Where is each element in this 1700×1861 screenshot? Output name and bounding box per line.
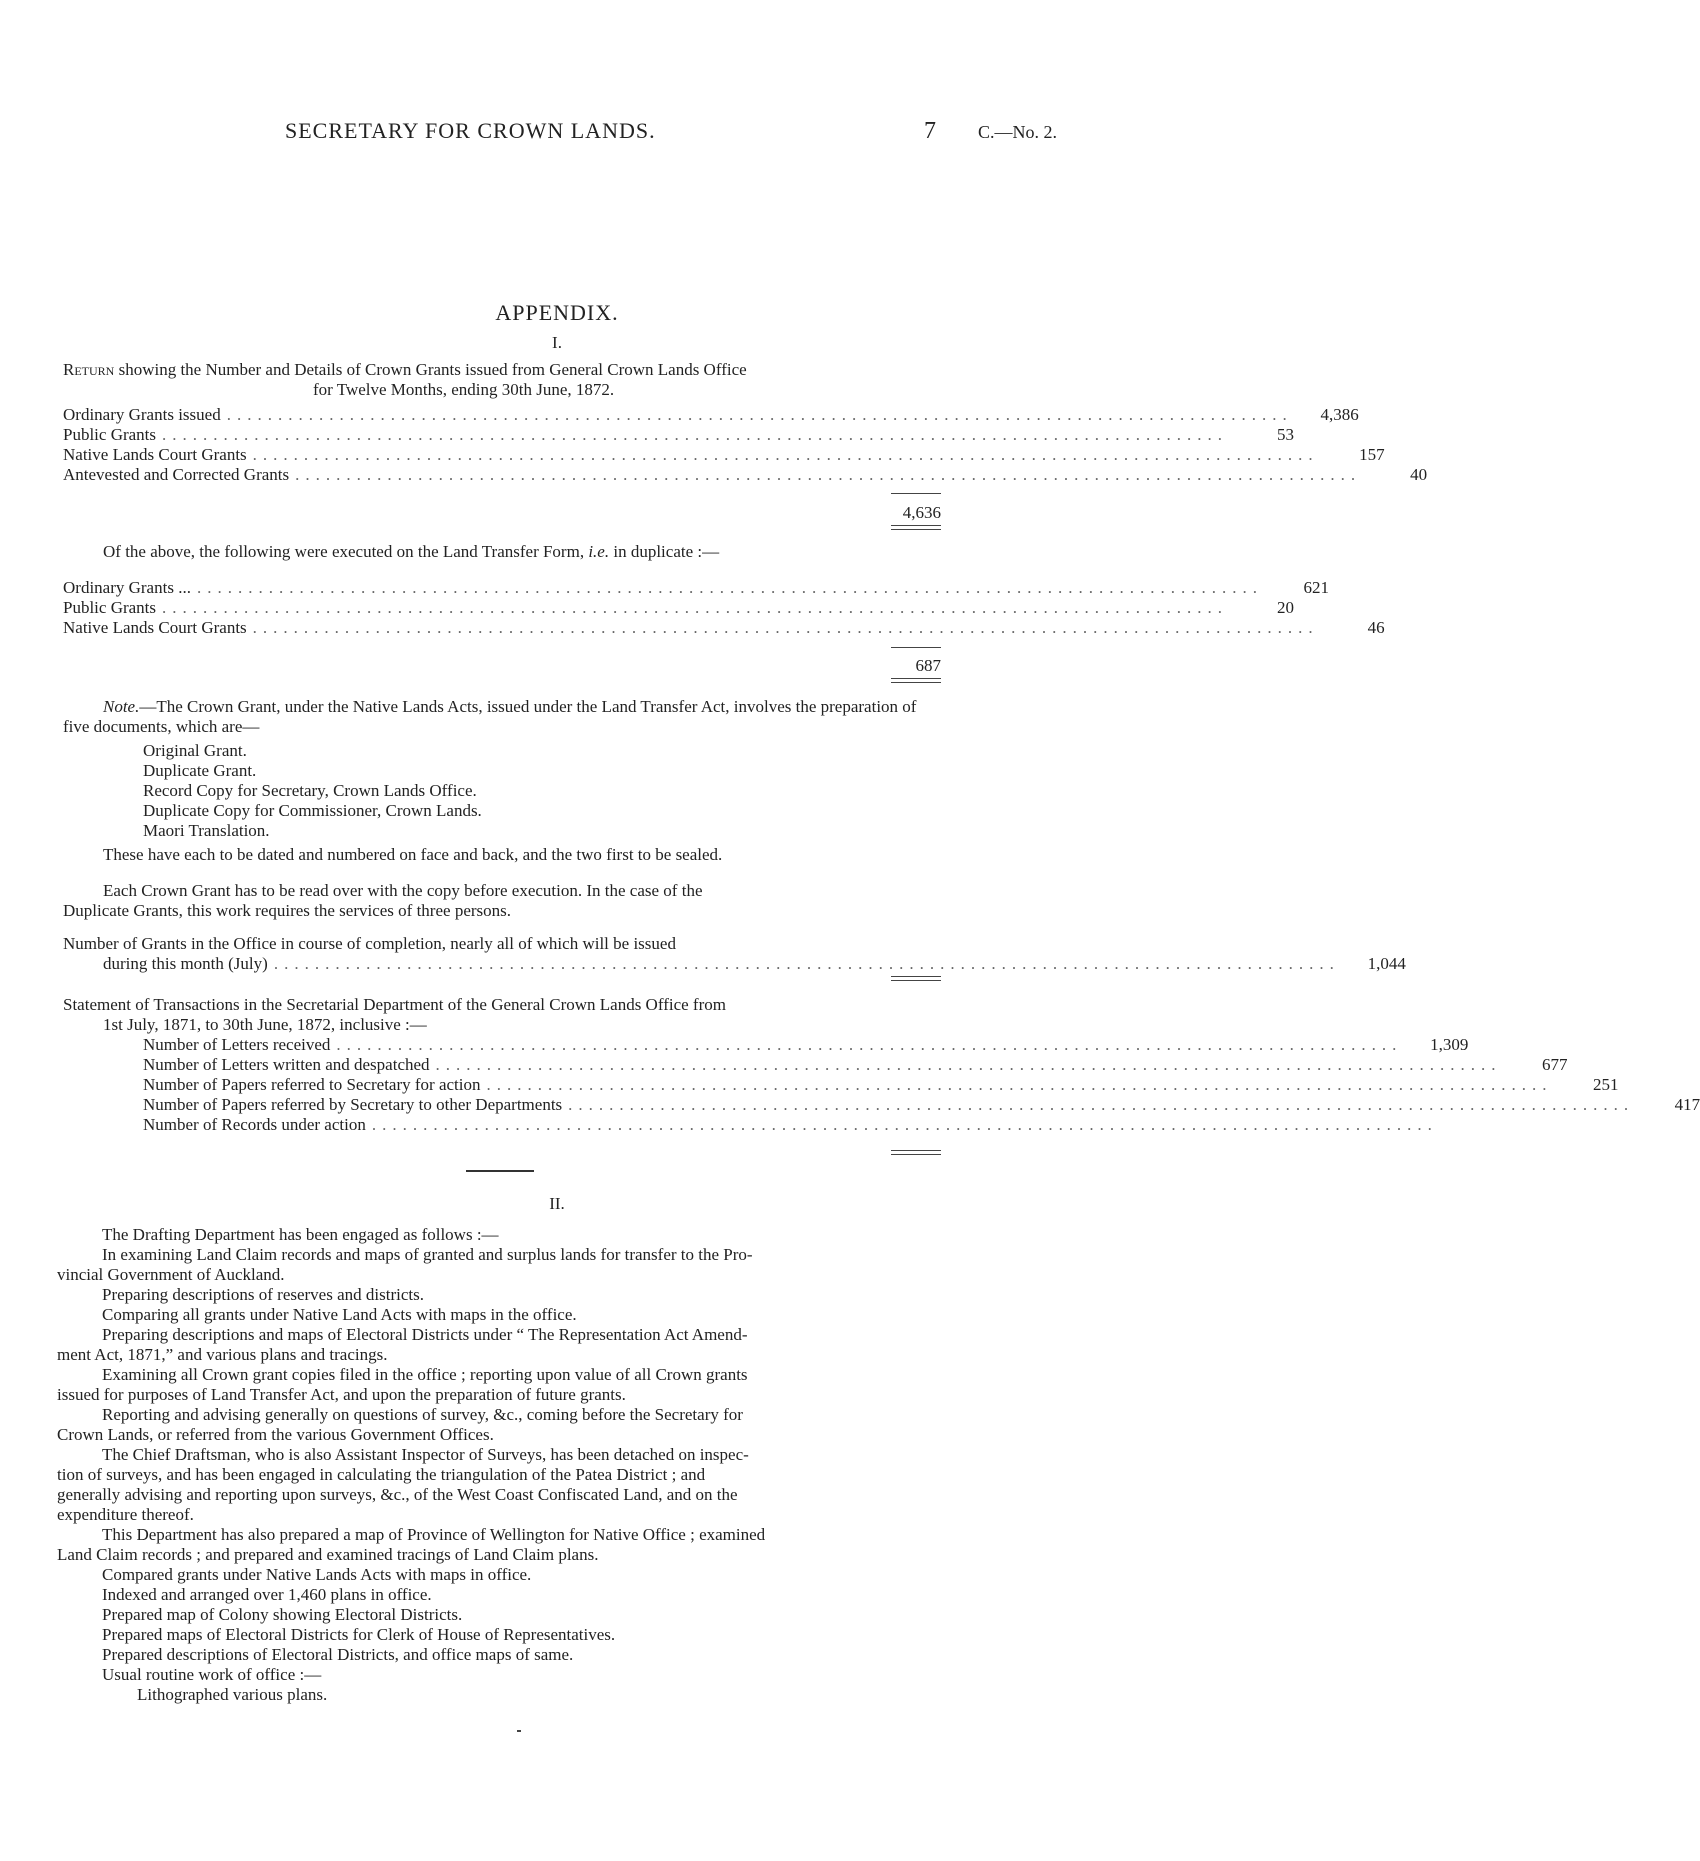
- return-intro: [63, 360, 941, 400]
- row-label: Number of Papers referred by Secretary to other Departments: [143, 1095, 563, 1114]
- table-row: Native Lands Court Grants ........................................................................................................ 46: [63, 618, 1385, 637]
- section-1-numeral: I.: [552, 333, 562, 352]
- total-double-rule: [891, 976, 941, 981]
- duplicate-total: 687: [915, 656, 941, 675]
- row-label: Number of Letters written and despatched: [143, 1055, 430, 1074]
- text-line: generally advising and reporting upon surveys, &c., of the West Coast Confiscated Land, and on the: [57, 1485, 738, 1504]
- text-line: Compared grants under Native Lands Acts with maps in office.: [102, 1565, 532, 1584]
- row-value: 621: [1303, 578, 1329, 597]
- appendix-title: APPENDIX.: [495, 300, 619, 325]
- text-line: Preparing descriptions and maps of Electoral Districts under “ The Representation Act Amend-: [102, 1325, 748, 1344]
- return-lead-word: Return: [63, 360, 115, 379]
- list-item: Original Grant.: [143, 741, 247, 760]
- section-2-numeral: II.: [549, 1194, 565, 1213]
- row-value: 20: [1277, 598, 1295, 617]
- pending-grants-line1: Number of Grants in the Office in course of completion, nearly all of which will be issued: [63, 934, 676, 953]
- row-label: Ordinary Grants ...: [63, 578, 191, 597]
- row-value: 40: [1410, 465, 1428, 484]
- text-line: vincial Government of Auckland.: [57, 1265, 285, 1284]
- row-value: 157: [1359, 445, 1385, 464]
- text-line: Prepared map of Colony showing Electoral Districts.: [102, 1605, 463, 1624]
- section-separator: [466, 1170, 534, 1172]
- list-item: Record Copy for Secretary, Crown Lands Office.: [143, 781, 477, 800]
- row-label: Antevested and Corrected Grants: [63, 465, 290, 484]
- text-line: Comparing all grants under Native Land Acts with maps in the office.: [102, 1305, 577, 1324]
- row-label: Public Grants: [63, 598, 157, 617]
- reading-paragraph: Each Crown Grant has to be read over with the copy before execution. In the case of the Duplicate Grants, this work requires the services of three persons.: [63, 881, 703, 920]
- grants-table: [63, 405, 1428, 485]
- row-value: 677: [1542, 1055, 1568, 1074]
- list-item: Duplicate Grant.: [143, 761, 257, 780]
- text-line: The Chief Draftsman, who is also Assistant Inspector of Surveys, has been detached on inspec-: [102, 1445, 749, 1464]
- row-value: 4,386: [1320, 405, 1359, 424]
- row-value: 417: [1674, 1095, 1700, 1114]
- row-label: Number of Papers referred to Secretary for action: [143, 1075, 481, 1094]
- text-line: Usual routine work of office :—: [102, 1665, 322, 1684]
- text-line: Land Claim records ; and prepared and examined tracings of Land Claim plans.: [57, 1545, 599, 1564]
- row-label: Ordinary Grants issued: [63, 405, 221, 424]
- row-value: 251: [1593, 1075, 1619, 1094]
- text-line: issued for purposes of Land Transfer Act, and upon the preparation of future grants.: [57, 1385, 626, 1404]
- list-item: Maori Translation.: [143, 821, 270, 840]
- row-label: Number of Letters received: [143, 1035, 331, 1054]
- note-label: Note.: [103, 697, 140, 716]
- text-line: expenditure thereof.: [57, 1505, 194, 1524]
- text-line: Examining all Crown grant copies filed in the office ; reporting upon value of all Crown grants: [102, 1365, 748, 1384]
- table-row: Number of Letters received ........................................................................................................ 1,309: [143, 1035, 1469, 1054]
- text-line: Preparing descriptions of reserves and districts.: [102, 1285, 424, 1304]
- sum-rule: [891, 647, 941, 648]
- note-text: —The Crown Grant, under the Native Lands Acts, issued under the Land Transfer Act, involves the preparation of five documents, which are—: [63, 697, 917, 736]
- table-row: Number of Papers referred by Secretary to other Departments ........................................................................................................ 417: [143, 1095, 1700, 1114]
- page-number: 7: [924, 118, 936, 144]
- text-line: Reporting and advising generally on questions of survey, &c., coming before the Secretary for: [102, 1405, 743, 1424]
- documents-list: [63, 741, 941, 841]
- sum-rule: [891, 493, 941, 494]
- drafting-department-text: [57, 1225, 941, 1705]
- text-line: Indexed and arranged over 1,460 plans in office.: [102, 1585, 432, 1604]
- row-label: Native Lands Court Grants: [63, 445, 247, 464]
- table-row: Number of Letters written and despatched ........................................................................................................ 677: [143, 1055, 1568, 1074]
- row-value: 1,309: [1430, 1035, 1469, 1054]
- dated-sentence: These have each to be dated and numbered on face and back, and the two first to be sealed.: [103, 845, 723, 864]
- row-value: 53: [1277, 425, 1295, 444]
- text-line: Crown Lands, or referred from the various Government Offices.: [57, 1425, 494, 1444]
- running-header-title: SECRETARY FOR CROWN LANDS.: [285, 118, 656, 143]
- document-reference: C.—No. 2.: [978, 122, 1058, 142]
- text-line: This Department has also prepared a map of Province of Wellington for Native Office ; examined: [102, 1525, 766, 1544]
- table-row: Ordinary Grants ... ........................................................................................................ 621: [63, 578, 1329, 597]
- note-paragraph: [63, 697, 941, 737]
- row-value: 46: [1367, 618, 1385, 637]
- table-row: Ordinary Grants issued ........................................................................................................ 4,386: [63, 405, 1359, 424]
- text-line: The Drafting Department has been engaged as follows :—: [102, 1225, 499, 1244]
- table-row: Native Lands Court Grants ........................................................................................................ 157: [63, 445, 1385, 464]
- return-intro-text: showing the Number and Details of Crown Grants issued from General Crown Lands Office: [114, 360, 747, 379]
- text-line: ment Act, 1871,” and various plans and tracings.: [57, 1345, 388, 1364]
- transactions-table: [143, 1035, 1700, 1135]
- grants-total: 4,636: [902, 503, 941, 522]
- pending-value: 1,044: [1367, 954, 1406, 973]
- total-double-rule: [891, 678, 941, 683]
- text-line: In examining Land Claim records and maps of granted and surplus lands for transfer to the Pro-: [102, 1245, 753, 1264]
- pending-grants-row: during this month (July) ........................................................................................................ 1,044: [103, 954, 1406, 973]
- total-double-rule: [891, 1150, 941, 1155]
- row-label: Public Grants: [63, 425, 157, 444]
- table-row: Public Grants ........................................................................................................ 20: [63, 598, 1295, 617]
- total-double-rule: [891, 525, 941, 530]
- list-item: Duplicate Copy for Commissioner, Crown Lands.: [143, 801, 482, 820]
- statement-paragraph: Statement of Transactions in the Secretarial Department of the General Crown Lands Office from 1st July, 1871, to 30th June, 1872, inclusive :—: [63, 995, 726, 1034]
- duplicate-intro: Of the above, the following were executed on the Land Transfer Form, i.e. in duplicate :—: [103, 542, 720, 561]
- text-line: Prepared maps of Electoral Districts for Clerk of House of Representatives.: [102, 1625, 616, 1644]
- row-label: during this month (July): [103, 954, 268, 973]
- grants-total-row: [63, 503, 941, 523]
- row-label: Number of Records under action: [143, 1115, 366, 1134]
- text-line: tion of surveys, and has been engaged in calculating the triangulation of the Patea District ; and: [57, 1465, 706, 1484]
- duplicate-table: [63, 578, 1385, 638]
- duplicate-total-row: [63, 656, 941, 676]
- table-row: Antevested and Corrected Grants ........................................................................................................ 40: [63, 465, 1428, 484]
- row-label: Native Lands Court Grants: [63, 618, 247, 637]
- table-row: Number of Records under action ........................................................................................................: [143, 1115, 1438, 1134]
- table-row: Number of Papers referred to Secretary for action ........................................................................................................ 251: [143, 1075, 1619, 1094]
- table-row: Public Grants ........................................................................................................ 53: [63, 425, 1295, 444]
- text-line: Prepared descriptions of Electoral Districts, and office maps of same.: [102, 1645, 574, 1664]
- page-mark: [517, 1730, 521, 1732]
- text-line: Lithographed various plans.: [137, 1685, 328, 1704]
- return-intro-line2: for Twelve Months, ending 30th June, 1872.: [313, 380, 615, 399]
